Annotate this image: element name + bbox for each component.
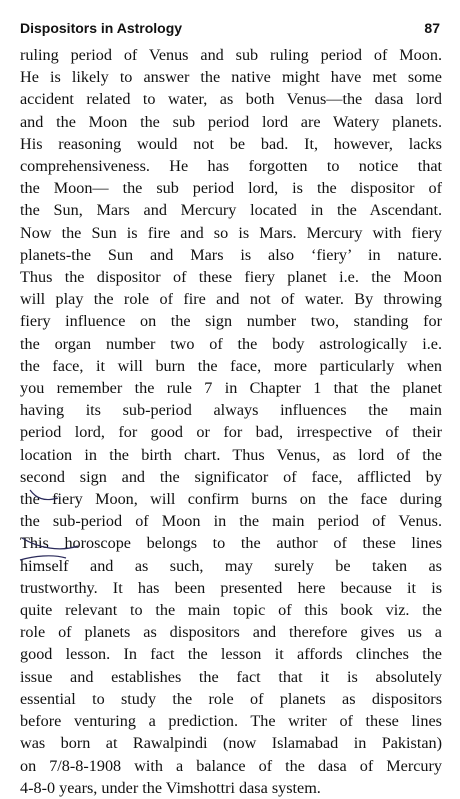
text-line: This horoscope belongs to the author of these lines — [20, 534, 442, 553]
page-number: 87 — [424, 20, 440, 36]
text-line: the sub-period of Moon in the main period of Venus. — [20, 512, 442, 531]
text-line: having its sub-period always influences the main — [20, 401, 442, 420]
text-line: comprehensiveness. He has forgotten to notice that — [20, 157, 442, 176]
text-line: will play the role of fire and not of water. By throwing — [20, 290, 442, 309]
text-line: essential to study the role of planets as dispositors — [20, 689, 442, 708]
text-line: accident related to water, as both Venus—the dasa lord — [20, 90, 442, 109]
text-line: good lesson. In fact the lesson it affords clinches the — [20, 645, 442, 664]
text-line: He is likely to answer the native might have met some — [20, 68, 442, 87]
body-text — [20, 44, 442, 799]
text-line: quite relevant to the main topic of this book viz. the — [20, 601, 442, 620]
text-line: planets-the Sun and Mars is also ‘fiery’ in nature. — [20, 245, 442, 264]
text-line: 4-8-0 years, under the Vimshottri dasa system. — [20, 778, 321, 797]
text-line: on 7/8-8-1908 with a balance of the dasa of Mercury — [20, 756, 442, 775]
text-line: Thus the dispositor of these fiery planet i.e. the Moon — [20, 268, 442, 287]
text-line: the Sun, Mars and Mercury located in the Ascendant. — [20, 201, 442, 220]
text-line: ruling period of Venus and sub ruling period of Moon. — [20, 46, 442, 64]
text-line: fiery influence on the sign number two, standing for — [20, 312, 442, 331]
text-line: before venturing a prediction. The writer of these lines — [20, 712, 442, 731]
text-line: the Moon— the sub period lord, is the dispositor of — [20, 179, 442, 198]
text-line: His reasoning would not be bad. It, however, lacks — [20, 134, 442, 153]
text-line: the fiery Moon, will confirm burns on the face during — [20, 490, 442, 509]
text-line: location in the birth chart. Thus Venus, as lord of the — [20, 445, 442, 464]
text-line: and the Moon the sub period lord are Watery planets. — [20, 112, 442, 131]
text-line: was born at Rawalpindi (now Islamabad in Pakistan) — [20, 734, 442, 753]
text-line: you remember the rule 7 in Chapter 1 that the planet — [20, 379, 442, 398]
running-title: Dispositors in Astrology — [20, 20, 183, 36]
text-line: second sign and the significator of face, afflicted by — [20, 467, 442, 486]
text-line: trustworthy. It has been presented here because it is — [20, 578, 442, 597]
page-header — [20, 20, 440, 44]
text-line: issue and establishes the fact that it is absolutely — [20, 667, 442, 686]
text-line: himself and as such, may surely be taken as — [20, 556, 442, 575]
text-line: Now the Sun is fire and so is Mars. Mercury with fiery — [20, 223, 442, 242]
text-line: the organ number two of the body astrologically i.e. — [20, 334, 442, 353]
text-line: period lord, for good or for bad, irrespective of their — [20, 423, 442, 442]
text-line: the face, it will burn the face, more particularly when — [20, 356, 442, 375]
text-line: role of planets as dispositors and therefore gives us a — [20, 623, 442, 642]
